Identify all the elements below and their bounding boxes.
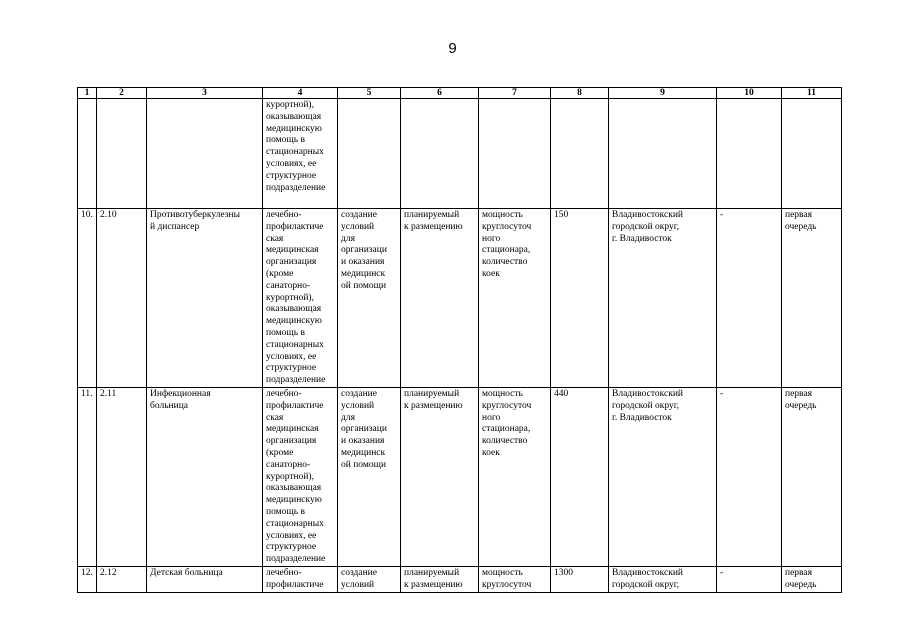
cell-characteristic: мощность круглосуточ <box>479 566 551 592</box>
cell <box>782 99 842 209</box>
cell <box>338 99 401 209</box>
cell <box>479 99 551 209</box>
page-number: 9 <box>448 40 457 57</box>
cell-col10: - <box>717 566 782 592</box>
cell-col10: - <box>717 209 782 388</box>
cell-purpose: создание условий <box>338 566 401 592</box>
column-header: 7 <box>479 88 551 99</box>
cell-name: Противотуберкулезны й диспансер <box>147 209 263 388</box>
cell-location: Владивостокский городской округ, г. Владивосток <box>609 209 717 388</box>
cell <box>609 99 717 209</box>
cell-status: планируемый к размещению <box>401 209 479 388</box>
cell-characteristic: мощность круглосуточ ного стационара, количество коек <box>479 209 551 388</box>
column-header: 5 <box>338 88 401 99</box>
cell-number: 10. <box>78 209 97 388</box>
cell-location: Владивостокский городской округ, <box>609 566 717 592</box>
cell <box>147 99 263 209</box>
cell <box>78 99 97 209</box>
cell <box>717 99 782 209</box>
column-header: 3 <box>147 88 263 99</box>
table-row <box>78 566 842 592</box>
cell-type: лечебно- профилактиче ская медицинская организация (кроме санаторно- курортной), оказывающая медицинскую помощь в стационарных условиях, ее структурное подразделение <box>263 387 338 566</box>
cell-value: 440 <box>551 387 609 566</box>
column-header: 4 <box>263 88 338 99</box>
cell-col10: - <box>717 387 782 566</box>
cell-name: Инфекционная больница <box>147 387 263 566</box>
cell <box>551 99 609 209</box>
cell <box>97 99 147 209</box>
table-row-continuation <box>78 99 842 209</box>
column-header: 11 <box>782 88 842 99</box>
column-header: 6 <box>401 88 479 99</box>
cell-code: 2.11 <box>97 387 147 566</box>
cell-location: Владивостокский городской округ, г. Владивосток <box>609 387 717 566</box>
cell-status: планируемый к размещению <box>401 566 479 592</box>
cell <box>401 99 479 209</box>
cell-purpose: создание условий для организаци и оказания медицинск ой помощи <box>338 209 401 388</box>
cell-type: лечебно- профилактиче <box>263 566 338 592</box>
cell-name: Детская больница <box>147 566 263 592</box>
column-header: 8 <box>551 88 609 99</box>
cell-value: 1300 <box>551 566 609 592</box>
cell-stage: первая очередь <box>782 566 842 592</box>
cell-number: 11. <box>78 387 97 566</box>
cell-type: курортной), оказывающая медицинскую помощь в стационарных условиях, ее структурное подразделение <box>263 99 338 209</box>
table-row <box>78 387 842 566</box>
cell-stage: первая очередь <box>782 387 842 566</box>
cell-number: 12. <box>78 566 97 592</box>
column-header: 10 <box>717 88 782 99</box>
column-header: 2 <box>97 88 147 99</box>
cell-characteristic: мощность круглосуточ ного стационара, количество коек <box>479 387 551 566</box>
cell-code: 2.12 <box>97 566 147 592</box>
column-header: 1 <box>78 88 97 99</box>
column-header: 9 <box>609 88 717 99</box>
header-row <box>78 88 842 99</box>
cell-stage: первая очередь <box>782 209 842 388</box>
table-row <box>78 209 842 388</box>
objects-table <box>77 87 842 593</box>
cell-status: планируемый к размещению <box>401 387 479 566</box>
cell-code: 2.10 <box>97 209 147 388</box>
cell-type: лечебно- профилактиче ская медицинская организация (кроме санаторно- курортной), оказывающая медицинскую помощь в стационарных условиях, ее структурное подразделение <box>263 209 338 388</box>
cell-value: 150 <box>551 209 609 388</box>
cell-purpose: создание условий для организаци и оказания медицинск ой помощи <box>338 387 401 566</box>
